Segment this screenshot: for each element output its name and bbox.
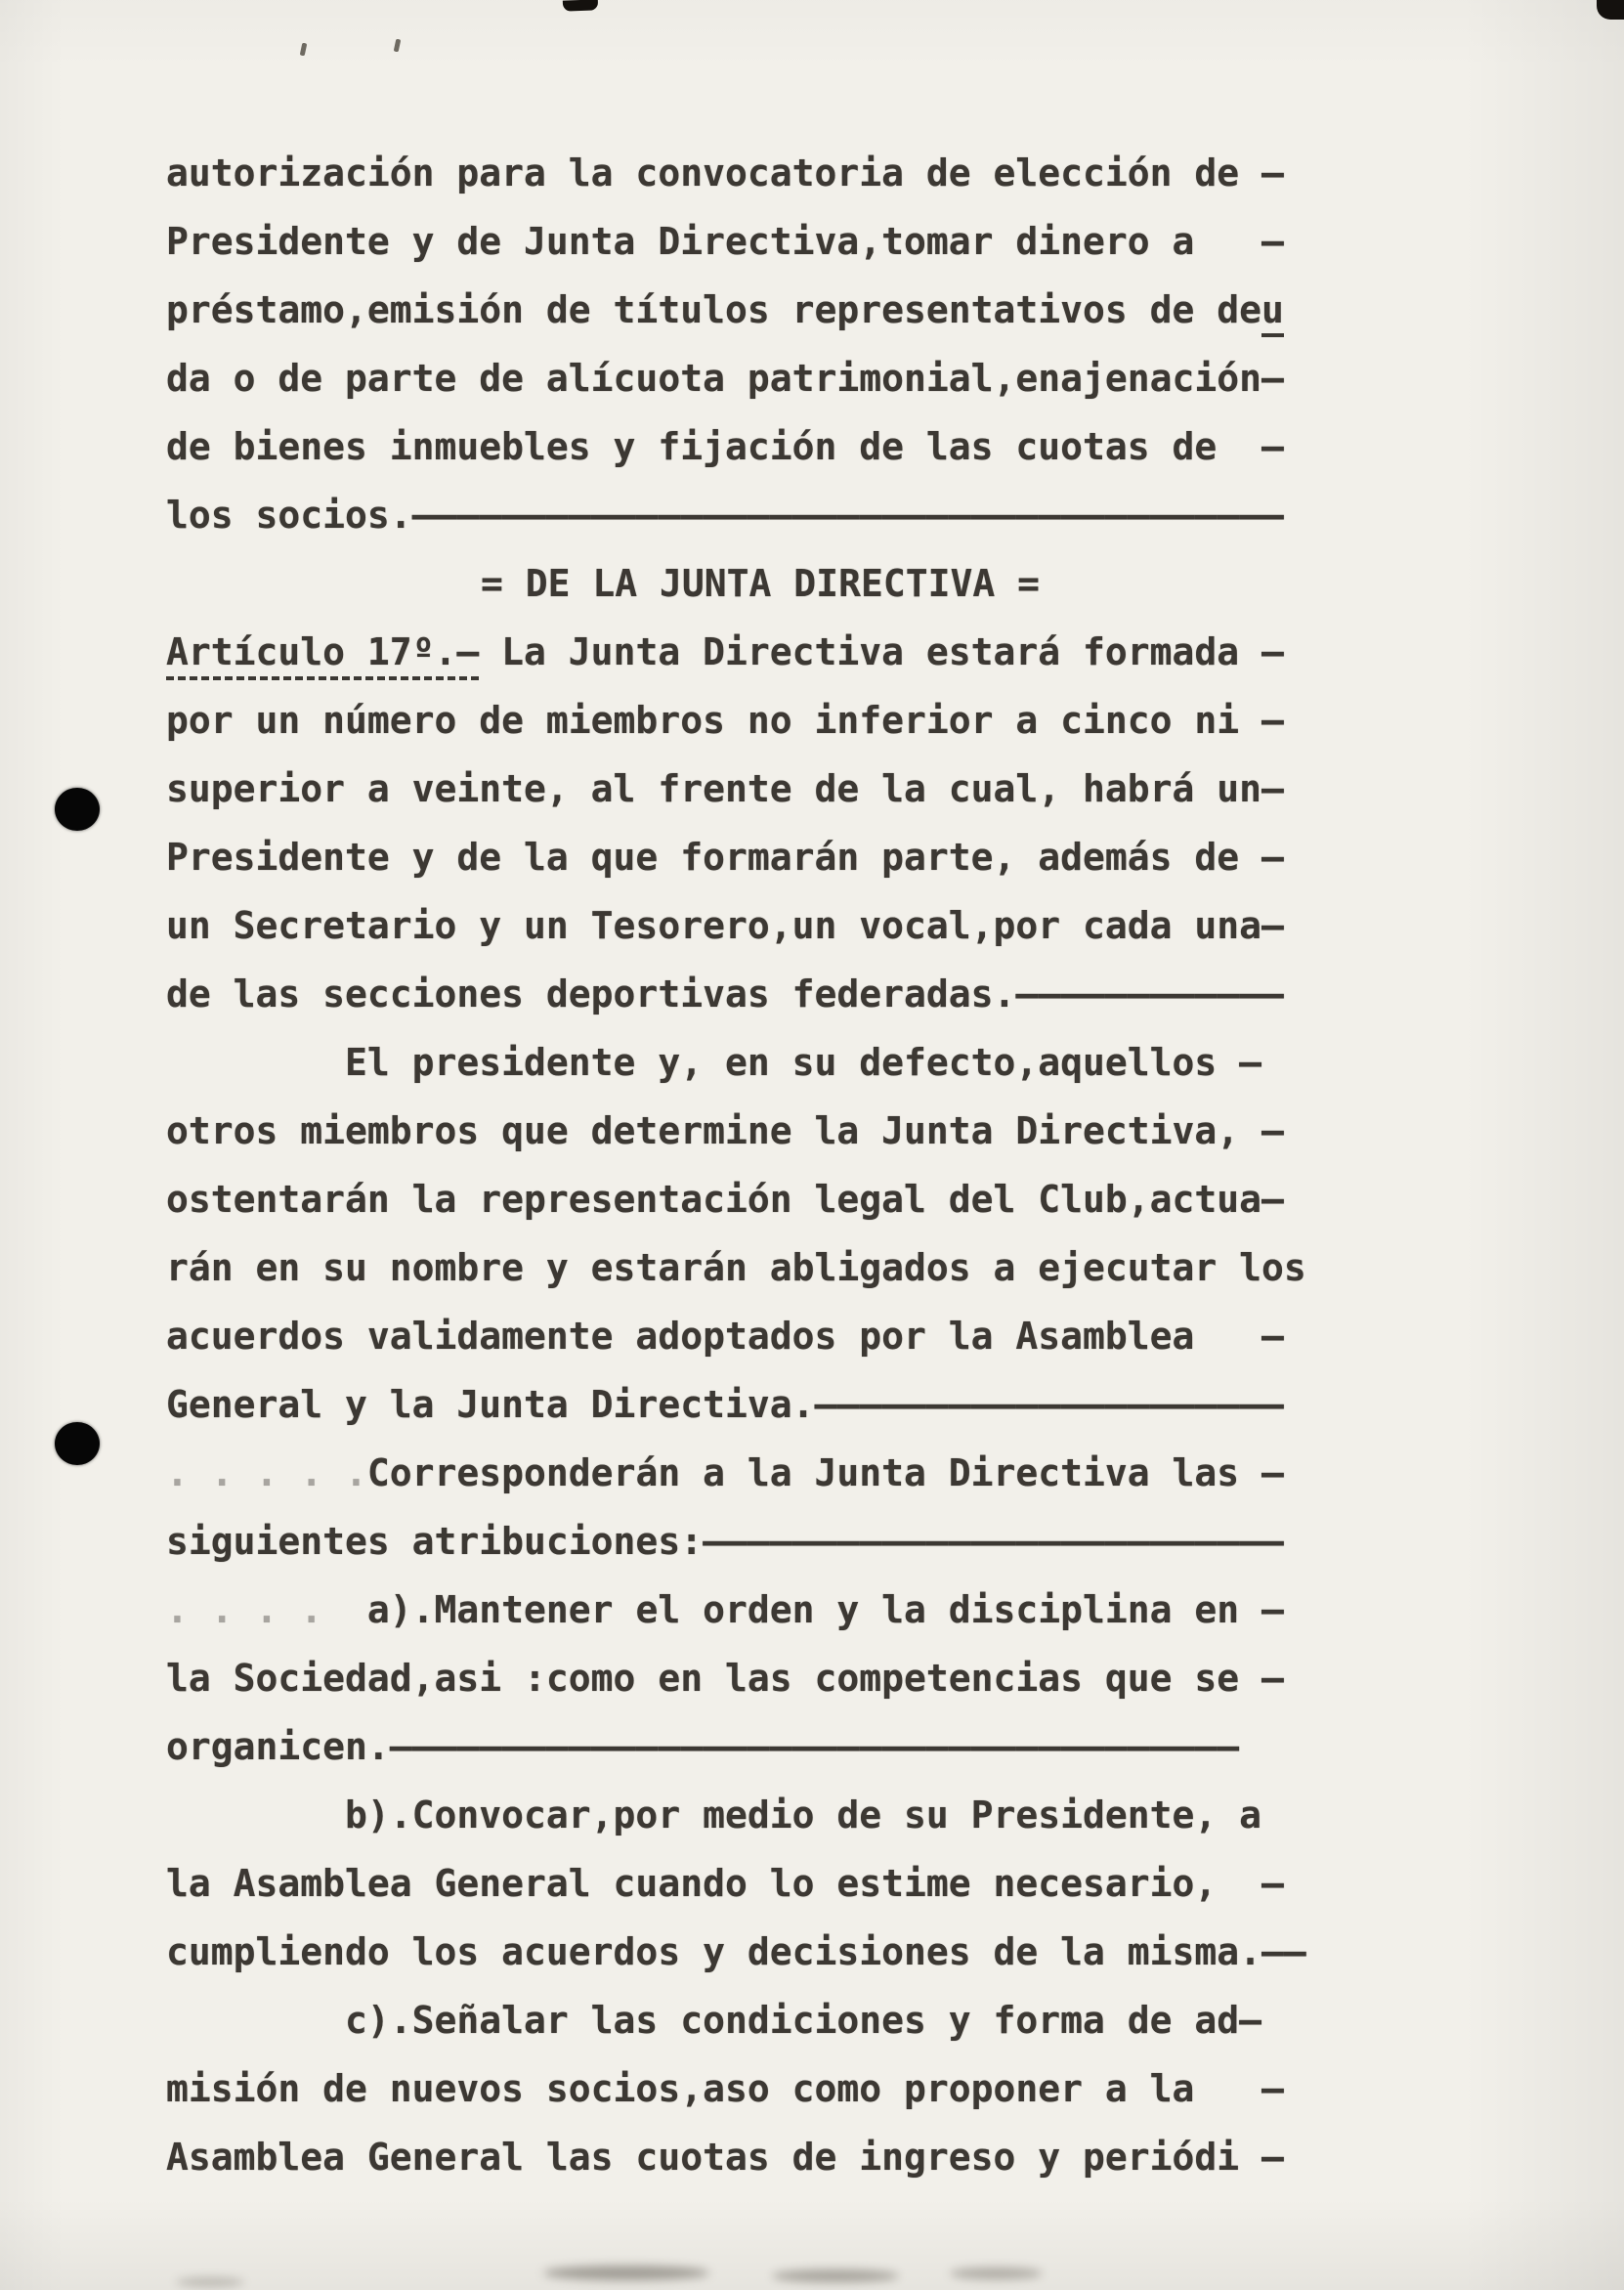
text-line <box>166 1097 1354 1165</box>
underline-text: Artículo 17º.– <box>166 630 479 680</box>
text-line <box>166 891 1354 960</box>
scan-artifact <box>543 2266 709 2280</box>
text-run: c).Señalar las condiciones y forma de ad– <box>166 1999 1262 2042</box>
text-line <box>166 412 1354 481</box>
faint-text: . . . . . <box>166 1451 367 1494</box>
text-line <box>166 139 1354 207</box>
text-run: Presidente y de la que formarán parte, además de – <box>166 836 1284 879</box>
text-line <box>166 1712 1354 1781</box>
text-line <box>166 1370 1354 1439</box>
text-line <box>166 1986 1354 2054</box>
text-line <box>166 276 1354 344</box>
text-run: un Secretario y un Tesorero,un vocal,por cada una– <box>166 904 1284 947</box>
text-run: El presidente y, en su defecto,aquellos – <box>166 1041 1262 1084</box>
scan-artifact <box>176 2277 244 2287</box>
text-line <box>166 823 1354 891</box>
scan-artifact <box>950 2268 1043 2279</box>
text-run: = DE LA JUNTA DIRECTIVA = <box>481 562 1040 605</box>
text-line <box>166 2123 1354 2191</box>
text-run: b).Convocar,por medio de su Presidente, a <box>166 1793 1262 1836</box>
scan-artifact <box>772 2269 899 2282</box>
text-line <box>166 1439 1354 1507</box>
text-run: autorización para la convocatoria de elección de – <box>166 151 1284 194</box>
text-line <box>166 1918 1354 1986</box>
text-run: a).Mantener el orden y la disciplina en – <box>366 1588 1284 1631</box>
faint-text: . . . . <box>166 1588 367 1631</box>
text-line <box>166 686 1354 755</box>
scan-artifact <box>1597 0 1624 20</box>
text-line <box>166 2054 1354 2123</box>
text-line <box>166 755 1354 823</box>
text-run: ostentarán la representación legal del Club,actua– <box>166 1178 1284 1221</box>
text-run: la Asamblea General cuando lo estime necesario, – <box>166 1862 1284 1905</box>
text-line <box>166 344 1354 412</box>
text-line <box>166 481 1354 549</box>
text-line <box>166 207 1354 276</box>
text-run: préstamo,emisión de títulos representativos de de <box>166 288 1262 331</box>
text-run: superior a veinte, al frente de la cual, habrá un– <box>166 767 1284 810</box>
text-line <box>166 1028 1354 1097</box>
document-text <box>166 139 1354 2191</box>
text-run: organicen.—————————————————————————————————————— <box>166 1725 1240 1768</box>
text-run: siguientes atribuciones:—————————————————————————— <box>166 1520 1284 1563</box>
text-line <box>166 618 1354 686</box>
text-line <box>166 1576 1354 1644</box>
text-line <box>166 549 1354 618</box>
hole-punch-icon <box>55 788 100 831</box>
text-run: por un número de miembros no inferior a cinco ni – <box>166 699 1284 742</box>
scan-artifact <box>563 0 598 12</box>
scan-artifact <box>300 43 308 57</box>
text-run: de bienes inmuebles y fijación de las cuotas de – <box>166 425 1284 468</box>
hole-punch-icon <box>55 1422 100 1465</box>
text-run: de las secciones deportivas federadas.———————————— <box>166 972 1284 1015</box>
text-run: la Sociedad,asi :como en las competencias que se – <box>166 1657 1284 1700</box>
text-line <box>166 1302 1354 1370</box>
underline-solid-text: u <box>1261 288 1284 337</box>
scan-artifact <box>394 39 402 53</box>
text-run: La Junta Directiva estará formada – <box>479 630 1284 673</box>
text-run: Corresponderán a la Junta Directiva las – <box>366 1451 1284 1494</box>
text-line <box>166 1849 1354 1918</box>
text-line <box>166 1165 1354 1233</box>
text-line <box>166 1233 1354 1302</box>
text-line <box>166 960 1354 1028</box>
text-line <box>166 1781 1354 1849</box>
text-run: los socios.——————————————————————————————————————— <box>166 494 1284 537</box>
text-line <box>166 1644 1354 1712</box>
text-run: cumpliendo los acuerdos y decisiones de la misma.—— <box>166 1930 1306 1973</box>
text-run: General y la Junta Directiva.————————————————————— <box>166 1383 1284 1426</box>
text-run: otros miembros que determine la Junta Directiva, – <box>166 1109 1284 1152</box>
text-run: Asamblea General las cuotas de ingreso y periódi – <box>166 2136 1284 2179</box>
text-run: misión de nuevos socios,aso como proponer a la – <box>166 2067 1284 2110</box>
text-run: rán en su nombre y estarán abligados a ejecutar los <box>166 1246 1306 1289</box>
text-run: acuerdos validamente adoptados por la Asamblea – <box>166 1315 1284 1358</box>
text-run: da o de parte de alícuota patrimonial,enajenación– <box>166 357 1284 400</box>
text-line <box>166 1507 1354 1576</box>
text-run: Presidente y de Junta Directiva,tomar dinero a – <box>166 220 1284 263</box>
